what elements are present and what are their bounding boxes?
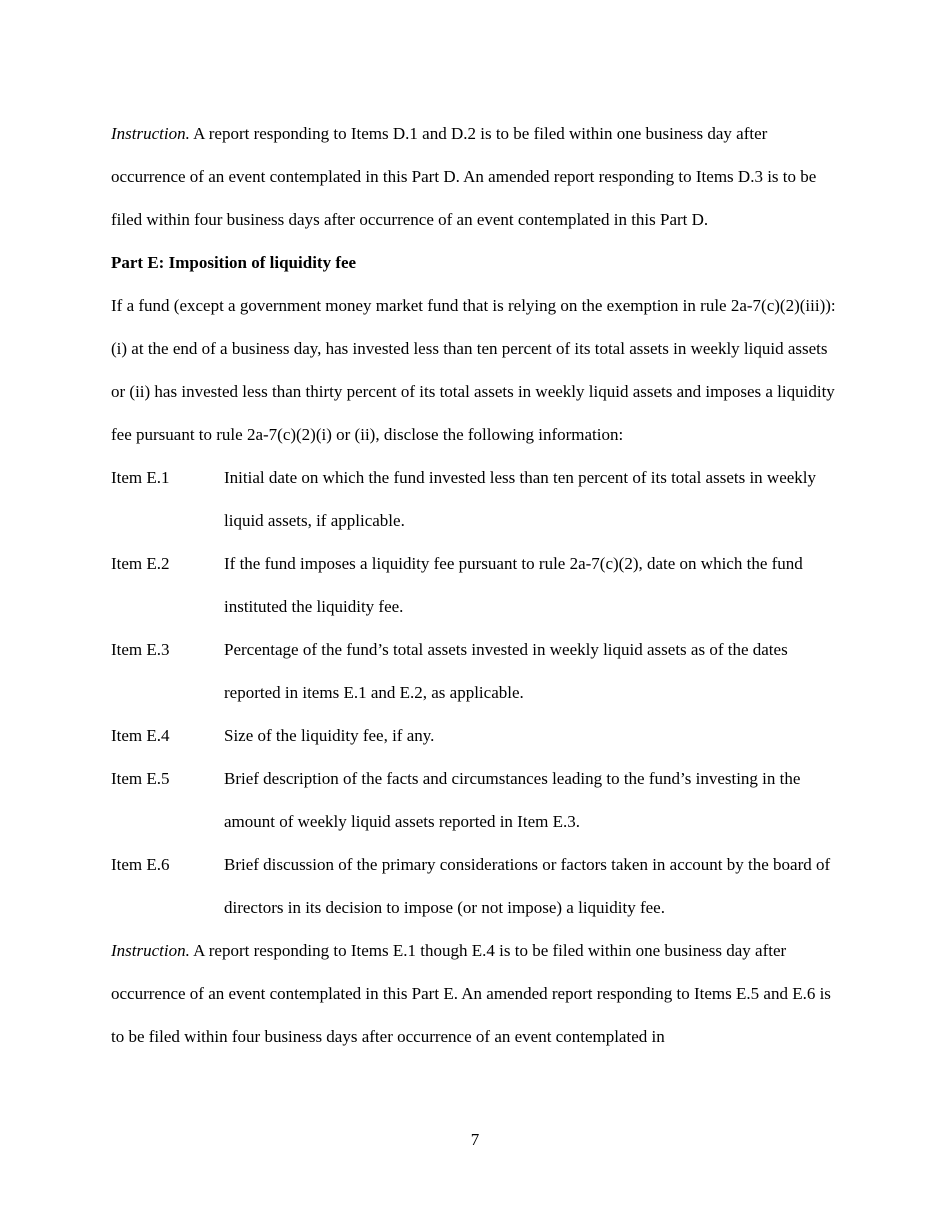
page-content xyxy=(111,112,843,1058)
item-e6-label: Item E.6 xyxy=(111,855,170,874)
item-e2-text: If the fund imposes a liquidity fee pursuant to rule 2a-7(c)(2), date on which the fund instituted the liquidity fee. xyxy=(224,554,803,616)
item-e2-label: Item E.2 xyxy=(111,554,170,573)
instruction-e-paragraph xyxy=(111,929,843,1058)
instruction-d-text: A report responding to Items D.1 and D.2 is to be filed within one business day after occurrence of an event contemplated in this Part D. An amended report responding to Items D.3 is to be filed within four business days after occurrence of an event contemplated in this Part D. xyxy=(111,124,817,229)
instruction-d-lead: Instruction. xyxy=(111,124,190,143)
item-e4-label: Item E.4 xyxy=(111,726,170,745)
part-e-heading: Part E: Imposition of liquidity fee xyxy=(111,253,357,272)
item-e5-row xyxy=(111,757,843,843)
item-e5-text: Brief description of the facts and circumstances leading to the fund’s investing in the amount of weekly liquid assets reported in Item E.3. xyxy=(224,769,801,831)
item-e3-label: Item E.3 xyxy=(111,640,170,659)
part-e-intro-paragraph: If a fund (except a government money market fund that is relying on the exemption in rule 2a-7(c)(2)(iii)): (i) at the end of a business day, has invested less than ten percent of its total assets in weekly liquid assets or (ii) has invested less than thirty percent of its total assets in weekly liquid assets and imposes a liquidity fee pursuant to rule 2a-7(c)(2)(i) or (ii), disclose the following information: xyxy=(111,296,836,444)
item-e4-row xyxy=(111,714,843,757)
item-e3-text: Percentage of the fund’s total assets invested in weekly liquid assets as of the dates reported in items E.1 and E.2, as applicable. xyxy=(224,640,788,702)
item-e6-text: Brief discussion of the primary considerations or factors taken in account by the board of directors in its decision to impose (or not impose) a liquidity fee. xyxy=(224,855,831,917)
item-e1-row xyxy=(111,456,843,542)
item-e1-text: Initial date on which the fund invested less than ten percent of its total assets in weekly liquid assets, if applicable. xyxy=(224,468,817,530)
item-e3-row xyxy=(111,628,843,714)
item-e2-row xyxy=(111,542,843,628)
instruction-e-text: A report responding to Items E.1 though E.4 is to be filed within one business day after occurrence of an event contemplated in this Part E. An amended report responding to Items E.5 and E.6 is to be filed within four business days after occurrence of an event contemplated in xyxy=(111,941,831,1046)
instruction-d-paragraph xyxy=(111,112,843,241)
item-e4-text: Size of the liquidity fee, if any. xyxy=(224,726,435,745)
instruction-e-lead: Instruction. xyxy=(111,941,190,960)
item-e6-row xyxy=(111,843,843,929)
item-e5-label: Item E.5 xyxy=(111,769,170,788)
page-number: 7 xyxy=(470,1130,480,1149)
item-e1-label: Item E.1 xyxy=(111,468,170,487)
